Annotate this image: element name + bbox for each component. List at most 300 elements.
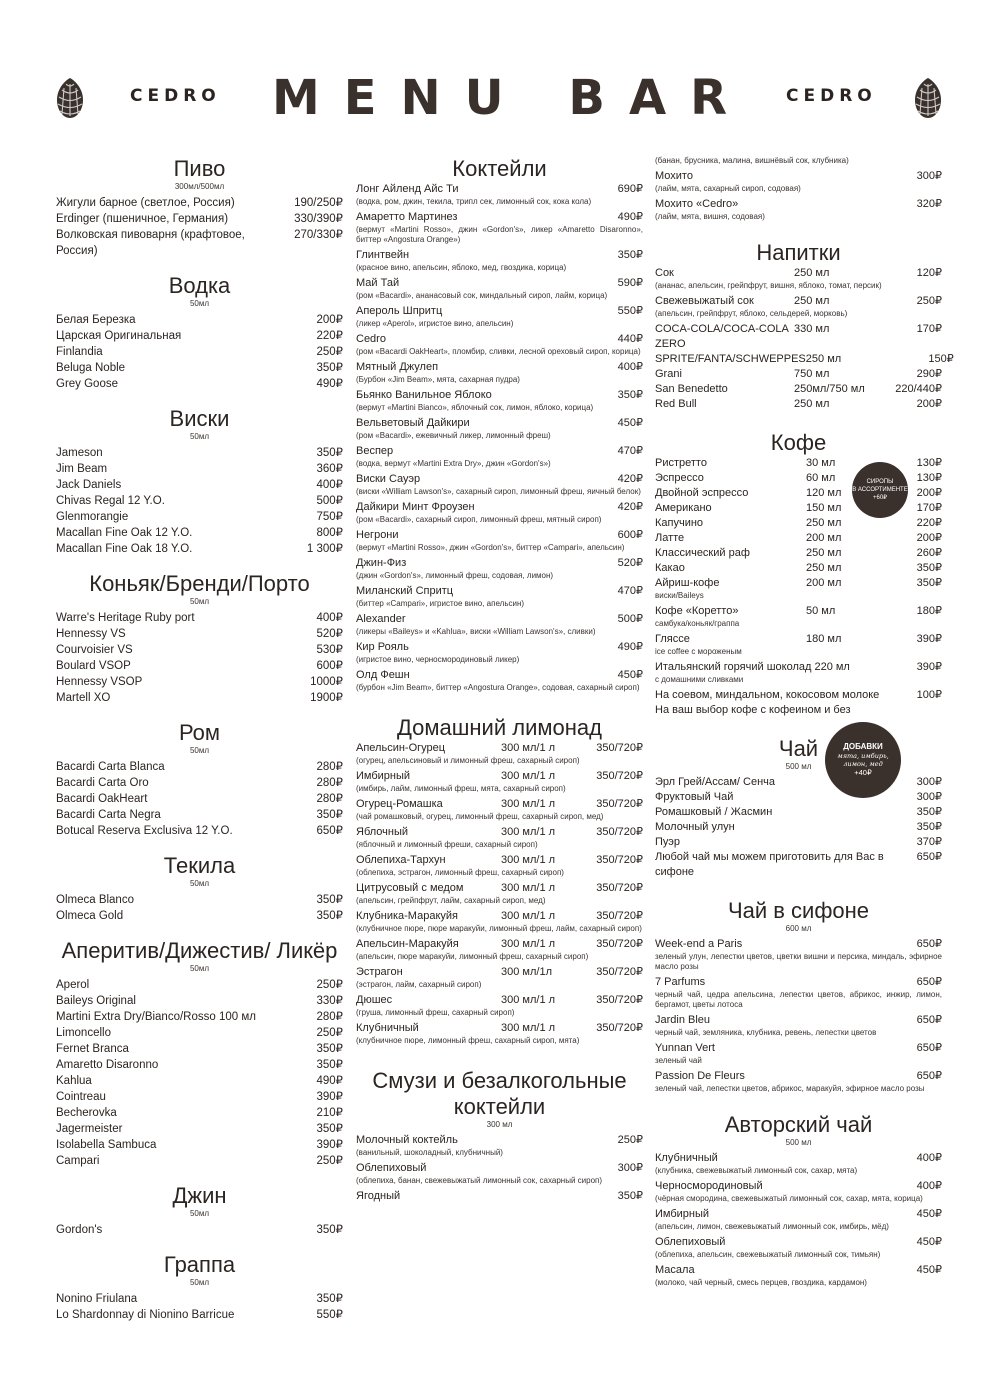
item-volume: 250 мл [806, 517, 842, 529]
item-row [356, 825, 643, 840]
menu-item [655, 1069, 942, 1094]
item-price: 250₽ [617, 1134, 643, 1146]
item-price: 280₽ [316, 761, 343, 773]
item-price: 350/720₽ [596, 854, 643, 866]
item-price: 270/330₽ [294, 229, 343, 241]
section-title: Водка [168, 273, 231, 298]
item-row [56, 1041, 343, 1057]
item-name: Масала [655, 1264, 695, 1276]
item-name: Лонг Айленд Айс Ти [356, 183, 459, 195]
menu-item [655, 703, 942, 718]
item-row [655, 546, 942, 561]
item-price: 650₽ [316, 825, 343, 837]
item-name: Апельсин-Огурец [356, 742, 446, 754]
item-row [655, 937, 942, 952]
menu-item [56, 892, 343, 908]
item-name: Джин-Физ [356, 557, 407, 569]
menu-column-center [356, 156, 643, 1204]
item-row [655, 266, 942, 281]
item-name: Имбирный [356, 770, 411, 782]
item-row [655, 352, 954, 367]
item-row [56, 807, 343, 823]
item-price: 500₽ [316, 495, 343, 507]
item-price: 350₽ [916, 577, 942, 589]
item-row [56, 1025, 343, 1041]
item-row [356, 388, 643, 403]
menu-item [655, 632, 942, 657]
menu-item [356, 182, 643, 207]
menu-item [356, 472, 643, 497]
item-description: зеленый улун, лепестки цветов, цветки вишни и персика, миндаль, эфирное масло розы [655, 952, 942, 971]
item-name: 7 Parfums [655, 976, 706, 988]
item-name: Grani [655, 368, 682, 380]
section-volume: 300мл/500мл [174, 182, 225, 191]
menu-item [56, 658, 343, 674]
section-title: Текила [163, 853, 236, 878]
item-name: Жигули барное (светлое, Россия) [56, 197, 235, 209]
menu-item [356, 444, 643, 469]
section-volume: 50мл [189, 1209, 210, 1218]
item-description: (Бурбон «Jim Beam», мята, сахарная пудра) [356, 375, 520, 384]
item-row [56, 376, 343, 392]
menu-item [356, 993, 643, 1018]
item-row [655, 382, 942, 397]
menu-item [655, 516, 942, 531]
item-description: (джин «Gordon's», лимонный фреш, содовая, лимон) [356, 571, 554, 580]
item-name: Martini Extra Dry/Bianco/Rosso 100 мл [56, 1011, 256, 1023]
menu-section [56, 156, 343, 259]
menu-item [356, 1133, 643, 1158]
item-price: 350/720₽ [596, 1022, 643, 1034]
section-volume: 50мл [189, 299, 210, 308]
menu-item [356, 741, 643, 766]
menu-item [356, 360, 643, 385]
item-name: Bacardi Carta Negra [56, 809, 161, 821]
menu-item [56, 610, 343, 626]
item-volume: 250мл/750 мл [794, 383, 865, 395]
item-price: 350₽ [916, 806, 942, 818]
menu-item [356, 556, 643, 581]
item-price: 350₽ [316, 1293, 343, 1305]
item-price: 280₽ [316, 793, 343, 805]
item-name: Пуэр [655, 836, 681, 848]
item-price: 1000₽ [310, 676, 343, 688]
menu-item [655, 835, 942, 850]
item-price: 530₽ [316, 644, 343, 656]
item-name: Campari [56, 1155, 100, 1167]
section-title: Коктейли [452, 156, 547, 181]
item-name: Свежевыжатый сок [655, 295, 754, 307]
item-price: 210₽ [316, 1107, 343, 1119]
item-price: 250₽ [316, 346, 343, 358]
item-description: (водка, вермут «Martini Extra Dry», джин «Gordon's») [356, 459, 551, 468]
item-volume: 300 мл/1 л [501, 1022, 556, 1034]
menu-item [356, 881, 643, 906]
item-price: 450₽ [916, 1264, 942, 1276]
item-name: Апельсин-Маракуйя [356, 938, 459, 950]
item-row [356, 853, 643, 868]
item-name: Белая Березка [56, 314, 136, 326]
item-price: 350₽ [316, 809, 343, 821]
item-price: 490₽ [617, 641, 643, 653]
menu-section [56, 853, 343, 924]
menu-item [56, 690, 343, 706]
menu-item [56, 477, 343, 493]
menu-item [56, 1222, 343, 1238]
item-row [56, 1153, 343, 1169]
section-volume: 50мл [189, 432, 210, 441]
menu-item [356, 528, 643, 553]
item-price: 490₽ [316, 378, 343, 390]
item-volume: 30 мл [806, 457, 836, 469]
item-name: На ваш выбор кофе с кофеином и без [655, 704, 851, 716]
promo-badge [852, 462, 908, 518]
item-name: Yunnan Vert [655, 1042, 715, 1054]
item-name: COCA-COLA/COCA-COLA ZERO [655, 323, 789, 350]
section-volume: 50мл [189, 597, 210, 606]
item-name: Цитрусовый с медом [356, 882, 464, 894]
section-volume: 50мл [189, 879, 210, 888]
item-row [56, 509, 343, 525]
item-price: 290₽ [916, 368, 942, 380]
item-row [655, 775, 942, 790]
item-row [56, 977, 343, 993]
item-description: черный чай, цедра апельсина, лепестки цветов, абрикос, инжир, лимон, бергамот, цветы лотоса [655, 990, 942, 1009]
menu-item [356, 276, 643, 301]
menu-section [56, 571, 343, 706]
menu-item [56, 1073, 343, 1089]
item-name: Macallan Fine Oak 12 Y.O. [56, 527, 193, 539]
brand-logo-right: CEDRO [786, 86, 877, 106]
menu-item [356, 668, 643, 693]
promo-badge-line: СИРОПЫ [866, 479, 894, 485]
item-price: 100₽ [916, 689, 942, 701]
menu-item [356, 584, 643, 609]
menu-item [655, 382, 942, 397]
menu-item [356, 965, 643, 990]
item-price: 800₽ [316, 527, 343, 539]
item-name: Martell XO [56, 692, 111, 704]
item-name: Гляссе [655, 633, 690, 645]
item-row [356, 612, 643, 627]
item-description: (игристое вино, черносмородиновый ликер) [356, 655, 520, 664]
item-row [356, 500, 643, 515]
item-name: Вельветовый Дайкири [356, 417, 470, 429]
item-row [655, 660, 942, 675]
item-row [655, 322, 942, 352]
item-name: Jack Daniels [56, 479, 122, 491]
item-price: 350/720₽ [596, 994, 643, 1006]
item-name: Май Тай [356, 277, 400, 289]
item-row [56, 1105, 343, 1121]
menu-item [56, 525, 343, 541]
menu-column-right [655, 156, 954, 1291]
item-name: Hennessy VSOP [56, 676, 143, 688]
item-name: Red Bull [655, 398, 697, 410]
menu-item [655, 1041, 942, 1066]
menu-item [56, 344, 343, 360]
menu-item [655, 169, 942, 194]
item-name: Becherovka [56, 1107, 117, 1119]
item-price: 350₽ [316, 910, 343, 922]
item-row [655, 1041, 942, 1056]
item-volume: 300 мл/1 л [501, 770, 556, 782]
item-description: (клубничное пюре, пюре маракуйи, лимонный фреш, лайм, сахарный сироп) [356, 924, 642, 933]
item-volume: 300 мл/1 л [501, 938, 556, 950]
item-volume: 150 мл [806, 502, 842, 514]
item-name: Негрони [356, 529, 399, 541]
item-description: (клубника, свежевыжатый лимонный сок, сахар, мята) [655, 1166, 858, 1175]
item-description: (водка, ром, джин, текила, трипл сек, лимонный сок, кока кола) [356, 197, 592, 206]
menu-item [356, 248, 643, 273]
item-description: черный чай, земляника, клубника, ревень, лепестки цветов [655, 1028, 877, 1037]
item-volume: 300 мл/1 л [501, 882, 556, 894]
menu-item [655, 1207, 942, 1232]
item-row [56, 1121, 343, 1137]
item-description: (апельсин, грейпфрут, лайм, сахарный сироп, мед) [356, 896, 546, 905]
item-row [356, 937, 643, 952]
item-volume: 250 мл [805, 353, 842, 365]
item-row [356, 741, 643, 756]
item-name: Lo Shardonnay di Nionino Barricue [56, 1309, 235, 1321]
item-name: Limoncello [56, 1027, 111, 1039]
item-name: Облепиховый [655, 1236, 726, 1248]
item-row [655, 604, 942, 619]
item-description: (лайм, мята, сахарный сироп, содовая) [655, 184, 801, 193]
item-price: 450₽ [916, 1208, 942, 1220]
menu-section [56, 1252, 343, 1323]
item-name: Апероль Шпритц [356, 305, 443, 317]
item-row [356, 210, 643, 225]
item-description: (груша, лимонный фреш, сахарный сироп) [356, 1008, 515, 1017]
menu-item [56, 1121, 343, 1137]
menu-item [655, 1151, 942, 1176]
item-name: Какао [655, 562, 685, 574]
item-name: Мохито [655, 170, 693, 182]
item-description: (ром «Bacardi OakHeart», пломбир, сливки, лесной ореховый сироп, корица) [356, 347, 641, 356]
item-name: Американо [655, 502, 712, 514]
item-row [655, 397, 942, 412]
item-description: (эстрагон, лайм, сахарный сироп) [356, 980, 482, 989]
item-description: (облепиха, эстрагон, лимонный фреш, сахарный сироп) [356, 868, 564, 877]
menu-item [56, 1041, 343, 1057]
item-row [56, 1089, 343, 1105]
item-price: 350₽ [916, 562, 942, 574]
item-volume: 300 мл/1 л [501, 994, 556, 1006]
item-name: Warre's Heritage Ruby port [56, 612, 195, 624]
menu-item [655, 688, 942, 703]
item-description: (облепиха, банан, свежевыжатый лимонный сок, сахарный сироп) [356, 1176, 603, 1185]
item-price: 250₽ [316, 979, 343, 991]
item-price: 400₽ [316, 479, 343, 491]
item-name: Яблочный [356, 826, 409, 838]
section-title: Ром [178, 720, 221, 745]
item-row [356, 1161, 643, 1176]
item-row [56, 477, 343, 493]
menu-column-left [56, 156, 343, 1323]
item-row [356, 1021, 643, 1036]
menu-item [655, 266, 942, 291]
item-price: 220₽ [916, 517, 942, 529]
item-description: (клубничное пюре, лимонный фреш, сахарный сироп, мята) [356, 1036, 580, 1045]
item-price: 350/720₽ [596, 910, 643, 922]
item-price: 500₽ [617, 613, 643, 625]
item-name: Глинтвейн [356, 249, 410, 261]
item-row [56, 541, 343, 557]
item-row [655, 367, 942, 382]
item-name: Hennessy VS [56, 628, 126, 640]
menu-item [655, 1235, 942, 1260]
item-price: 350₽ [316, 362, 343, 374]
menu-item [356, 332, 643, 357]
item-description: (ванильный, шоколадный, клубничный) [356, 1148, 503, 1157]
section-volume: 500 мл [785, 1138, 812, 1147]
menu-item [655, 937, 942, 972]
item-name: Миланский Спритц [356, 585, 454, 597]
promo-badge-line: ДОБАВКИ [843, 742, 883, 751]
item-price: 330/390₽ [294, 213, 343, 225]
item-name: Jameson [56, 447, 103, 459]
menu-item [356, 210, 643, 245]
item-name: Айриш-кофе [655, 577, 720, 589]
item-price: 490₽ [617, 211, 643, 223]
item-price: 330₽ [316, 995, 343, 1007]
item-price: 750₽ [316, 511, 343, 523]
section-volume: 50мл [189, 964, 210, 973]
item-row [655, 632, 942, 647]
item-name: Grey Goose [56, 378, 118, 390]
item-description: (бурбон «Jim Beam», биттер «Angostura Orange», содовая, сахарный сироп) [356, 683, 640, 692]
section-title: Коньяк/Бренди/Порто [89, 571, 310, 596]
section-title: Чай [778, 736, 819, 761]
item-price: 650₽ [916, 976, 942, 988]
item-name: Дайкири Минт Фроузен [356, 501, 475, 513]
item-row [56, 525, 343, 541]
item-name: Облепиховый [356, 1162, 427, 1174]
item-row [655, 294, 942, 309]
item-name: Erdinger (пшеничное, Германия) [56, 213, 229, 225]
item-row [56, 227, 343, 259]
item-row [655, 516, 942, 531]
menu-item [56, 1137, 343, 1153]
item-row [56, 493, 343, 509]
menu-item [56, 493, 343, 509]
item-name: San Benedetto [655, 383, 728, 395]
item-price: 300₽ [617, 1162, 643, 1174]
item-name: Кир Рояль [356, 641, 409, 653]
menu-item [56, 908, 343, 924]
menu-item [655, 531, 942, 546]
item-row [56, 690, 343, 706]
item-volume: 250 мл [794, 267, 830, 279]
menu-item [356, 797, 643, 822]
item-price: 600₽ [316, 660, 343, 672]
item-name: На соевом, миндальном, кокосовом молоке [655, 689, 880, 701]
item-price: 1 300₽ [306, 543, 343, 555]
promo-badge [825, 722, 901, 798]
item-price: 550₽ [617, 305, 643, 317]
item-name: Олд Фешн [356, 669, 410, 681]
menu-item [356, 1021, 643, 1046]
item-name: Week-end a Paris [655, 938, 743, 950]
item-price: 690₽ [617, 183, 643, 195]
menu-item [56, 759, 343, 775]
item-name: Isolabella Sambuca [56, 1139, 157, 1151]
menu-item [56, 312, 343, 328]
item-row [655, 805, 942, 820]
item-description: (ананас, апельсин, грейпфрут, вишня, яблоко, томат, персик) [655, 281, 882, 290]
item-name: Cointreau [56, 1091, 106, 1103]
menu-item [56, 509, 343, 525]
menu-item [655, 156, 942, 166]
item-row [655, 1263, 942, 1278]
item-volume: 60 мл [806, 472, 836, 484]
item-price: 440₽ [617, 333, 643, 345]
item-description: зеленый чай [655, 1056, 702, 1065]
item-row [655, 1207, 942, 1222]
menu-section [56, 1183, 343, 1238]
item-row [655, 169, 942, 184]
menu-item [655, 352, 954, 367]
item-description: (яблочный и лимонный фреши, сахарный сироп) [356, 840, 538, 849]
item-price: 350₽ [316, 1123, 343, 1135]
item-price: 130₽ [916, 472, 942, 484]
item-row [655, 576, 942, 591]
menu-item [56, 1025, 343, 1041]
item-volume: 50 мл [806, 605, 836, 617]
menu-item [356, 388, 643, 413]
menu-item [56, 823, 343, 839]
item-row [655, 850, 942, 880]
item-row [655, 561, 942, 576]
menu-item [56, 360, 343, 376]
menu-item [356, 500, 643, 525]
section-volume: 600 мл [785, 924, 812, 933]
item-price: 350₽ [316, 1059, 343, 1071]
menu-section [356, 1068, 643, 1204]
item-volume: 250 мл [794, 398, 830, 410]
menu-item [56, 791, 343, 807]
item-description: (лайм, мята, вишня, содовая) [655, 212, 765, 221]
item-row [655, 1013, 942, 1028]
item-row [56, 993, 343, 1009]
item-price: 350₽ [916, 821, 942, 833]
menu-section [56, 938, 343, 1169]
menu-item [655, 561, 942, 576]
item-row [356, 332, 643, 347]
section-title: Граппа [163, 1252, 236, 1277]
section-volume: 300 мл [486, 1120, 513, 1129]
item-row [356, 360, 643, 375]
item-row [56, 674, 343, 690]
item-row [655, 197, 942, 212]
item-row [356, 182, 643, 197]
item-row [655, 531, 942, 546]
menu-item [655, 197, 942, 222]
item-row [356, 416, 643, 431]
menu-item [655, 790, 942, 805]
menu-item [356, 416, 643, 441]
item-price: 520₽ [617, 557, 643, 569]
menu-section [56, 406, 343, 557]
item-price: 350₽ [316, 1043, 343, 1055]
item-name: Passion De Fleurs [655, 1070, 745, 1082]
item-row [56, 328, 343, 344]
item-row [56, 892, 343, 908]
item-name: Nonino Friulana [56, 1293, 138, 1305]
item-price: 200₽ [316, 314, 343, 326]
item-price: 180₽ [916, 605, 942, 617]
